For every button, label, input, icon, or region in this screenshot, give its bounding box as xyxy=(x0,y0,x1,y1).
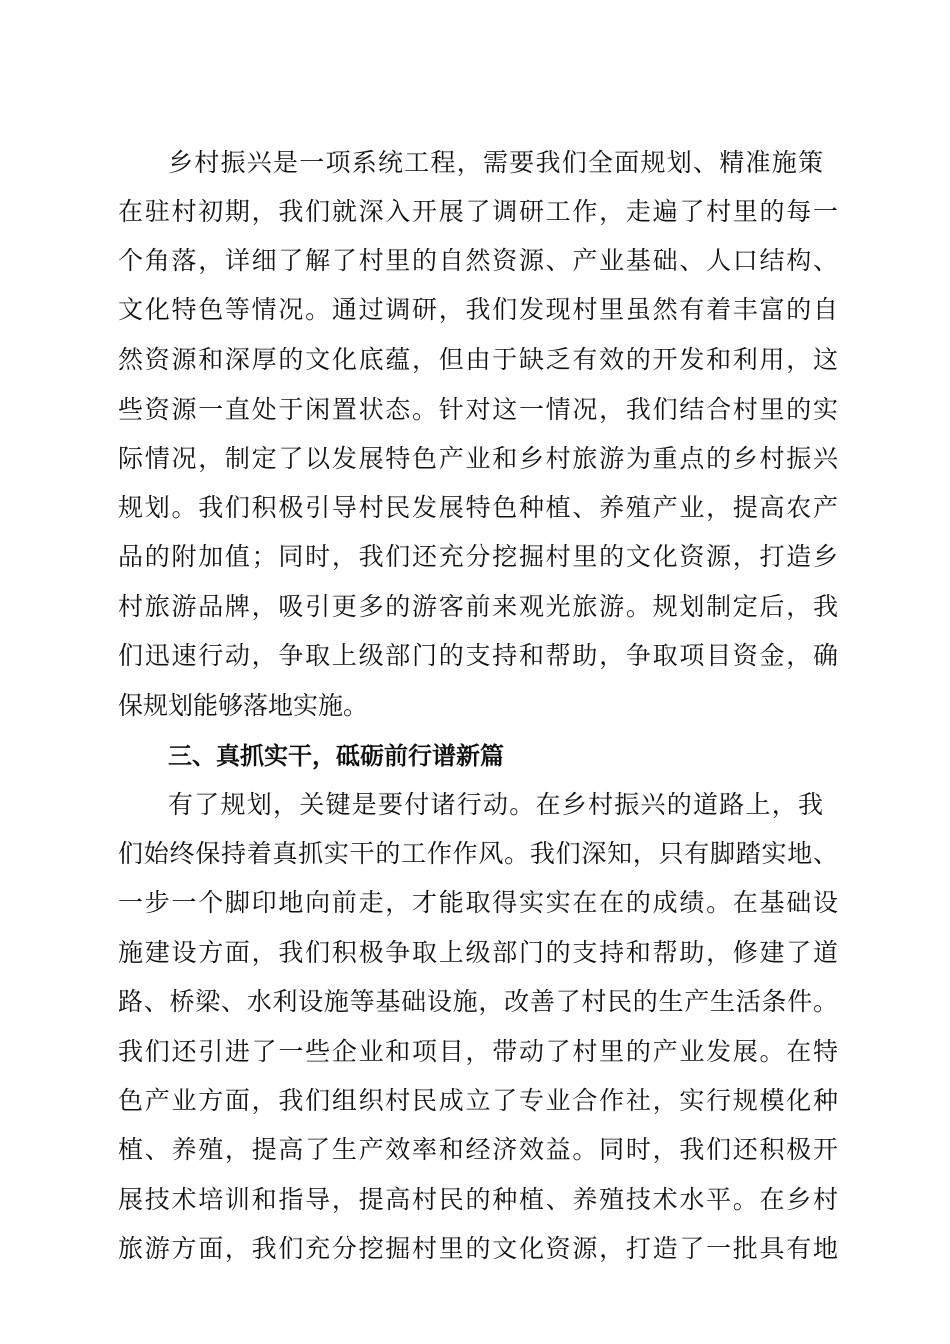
paragraph-line: 乡村振兴是一项系统工程，需要我们全面规划、精准施策 xyxy=(168,148,823,177)
paragraph-line: 在驻村初期，我们就深入开展了调研工作，走遍了村里的每一 xyxy=(118,197,838,226)
paragraph-line: 有了规划，关键是要付诸行动。在乡村振兴的道路上，我 xyxy=(168,790,823,819)
paragraph-line: 然资源和深厚的文化底蕴，但由于缺乏有效的开发和利用，这 xyxy=(118,345,838,374)
paragraph-line: 色产业方面，我们组织村民成立了专业合作社，实行规模化种 xyxy=(118,1086,838,1115)
paragraph-line: 保规划能够落地实施。 xyxy=(118,691,369,720)
paragraph-line: 个角落，详细了解了村里的自然资源、产业基础、人口结构、 xyxy=(118,246,838,275)
paragraph-line: 一步一个脚印地向前走，才能取得实实在在的成绩。在基础设 xyxy=(118,888,838,917)
paragraph-line: 文化特色等情况。通过调研，我们发现村里虽然有着丰富的自 xyxy=(118,295,838,324)
paragraph-line: 品的附加值；同时，我们还充分挖掘村里的文化资源，打造乡 xyxy=(118,542,838,571)
paragraph-line: 们始终保持着真抓实干的工作作风。我们深知，只有脚踏实地、 xyxy=(118,839,838,868)
paragraph-line: 村旅游品牌，吸引更多的游客前来观光旅游。规划制定后，我 xyxy=(118,592,838,621)
paragraph-line: 我们还引进了一些企业和项目，带动了村里的产业发展。在特 xyxy=(118,1037,838,1066)
paragraph-line: 们迅速行动，争取上级部门的支持和帮助，争取项目资金，确 xyxy=(118,641,838,670)
paragraph-line: 旅游方面，我们充分挖掘村里的文化资源，打造了一批具有地 xyxy=(118,1234,838,1263)
paragraph-line: 际情况，制定了以发展特色产业和乡村旅游为重点的乡村振兴 xyxy=(118,444,838,473)
paragraph-line: 施建设方面，我们积极争取上级部门的支持和帮助，修建了道 xyxy=(118,938,838,967)
paragraph-line: 规划。我们积极引导村民发展特色种植、养殖产业，提高农产 xyxy=(118,493,838,522)
paragraph-line: 植、养殖，提高了生产效率和经济效益。同时，我们还积极开 xyxy=(118,1135,838,1164)
paragraph-line: 路、桥梁、水利设施等基础设施，改善了村民的生产生活条件。 xyxy=(118,987,838,1016)
section-heading: 三、真抓实干，砥砺前行谱新篇 xyxy=(168,742,504,770)
paragraph-line: 些资源一直处于闲置状态。针对这一情况，我们结合村里的实 xyxy=(118,395,838,424)
paragraph-line: 展技术培训和指导，提高村民的种植、养殖技术水平。在乡村 xyxy=(118,1185,838,1214)
